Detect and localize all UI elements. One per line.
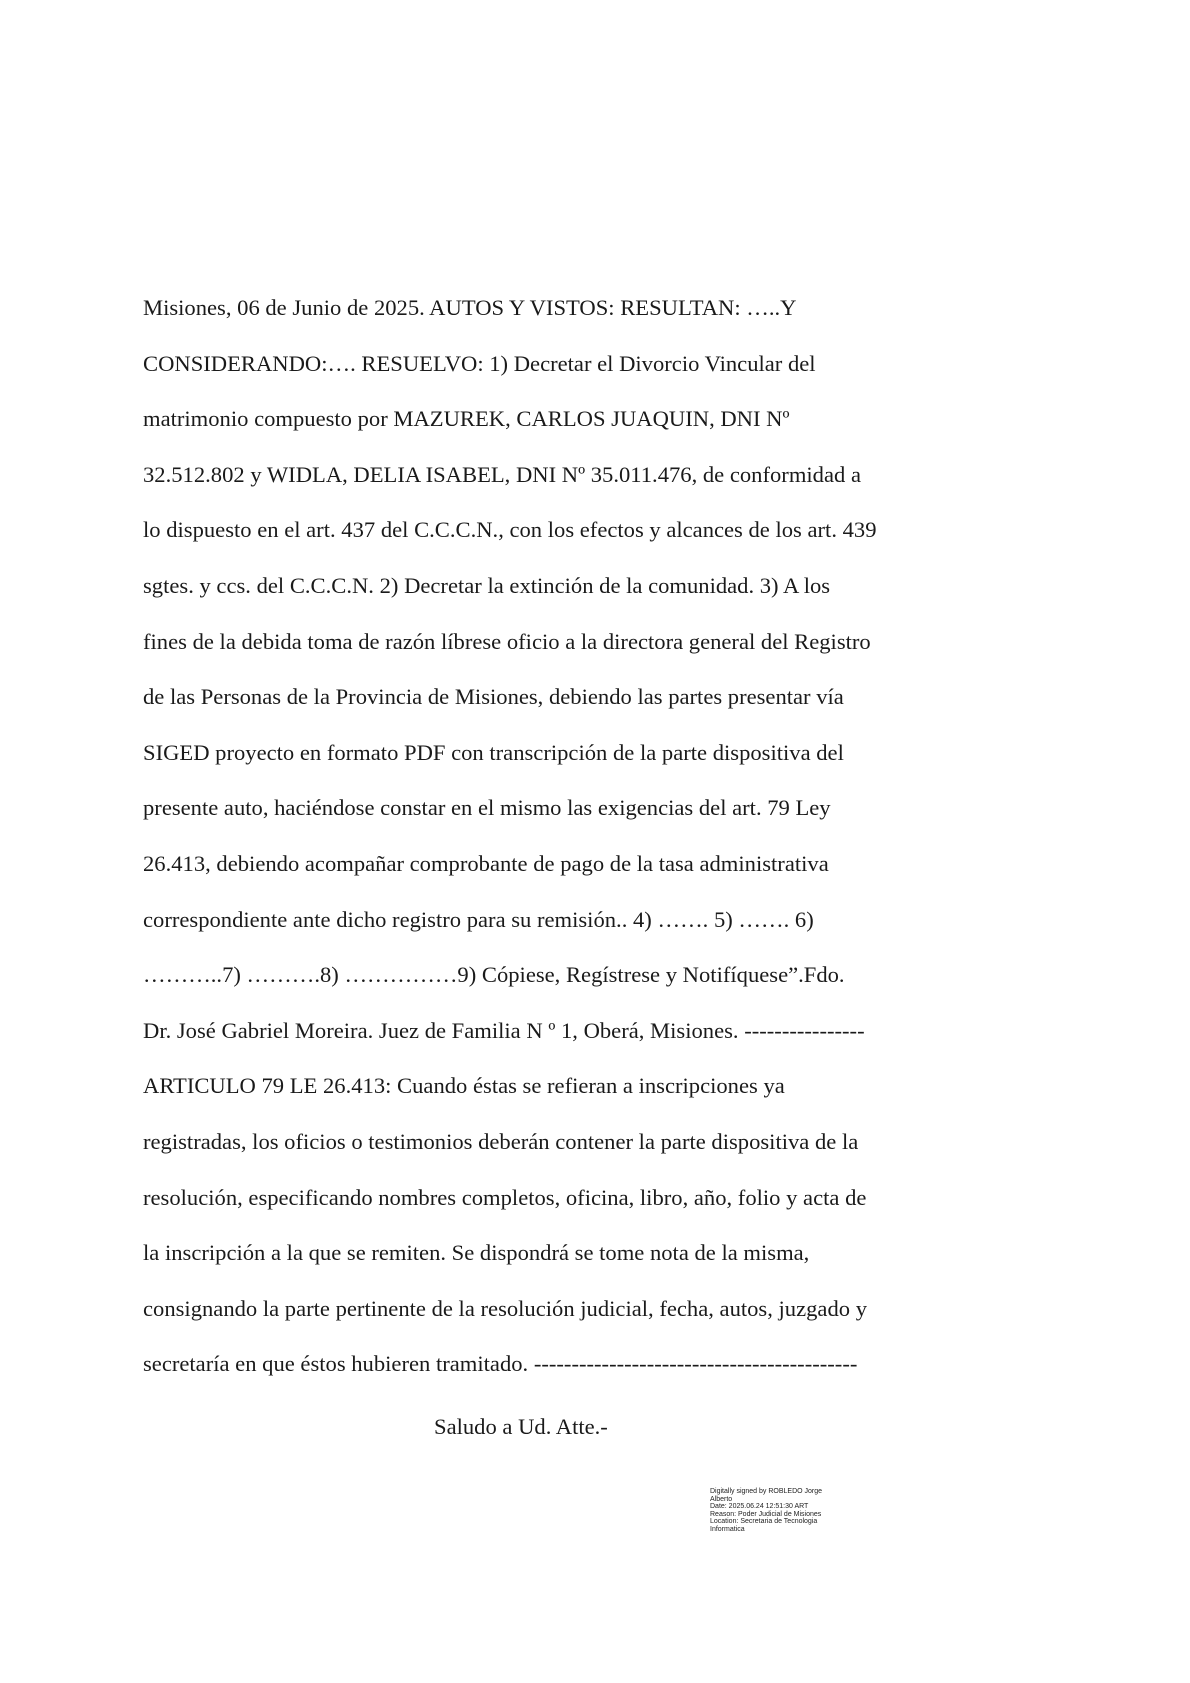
text-line: resolución, especificando nombres completos, oficina, libro, año, folio y acta de: [143, 1184, 867, 1210]
text-line: ARTICULO 79 LE 26.413: Cuando éstas se refieran a inscripciones ya: [143, 1073, 785, 1099]
signature-location: Location: Secretaria de Tecnologia: [710, 1518, 818, 1526]
text-line: presente auto, haciéndose constar en el mismo las exigencias del art. 79 Ley: [143, 795, 831, 821]
text-line: registradas, los oficios o testimonios deberán contener la parte dispositiva de la: [143, 1128, 859, 1154]
signature-date: Date: 2025.06.24 12:51:30 ART: [710, 1503, 809, 1511]
signature-reason: Reason: Poder Judicial de Misiones: [710, 1510, 822, 1518]
text-line: SIGED proyecto en formato PDF con transcripción de la parte dispositiva del: [143, 739, 844, 765]
text-line: lo dispuesto en el art. 437 del C.C.C.N., con los efectos y alcances de los art. 439: [143, 517, 877, 543]
text-line: correspondiente ante dicho registro para su remisión.. 4) ……. 5) ……. 6): [143, 906, 814, 932]
text-line: de las Personas de la Provincia de Misiones, debiendo las partes presentar vía: [143, 684, 844, 710]
text-line: consignando la parte pertinente de la resolución judicial, fecha, autos, juzgado y: [143, 1295, 867, 1321]
text-line: Dr. José Gabriel Moreira. Juez de Familia N º 1, Oberá, Misiones. ----------------: [143, 1017, 865, 1043]
signature-signer-cont: Alberto: [710, 1495, 733, 1503]
text-line: Misiones, 06 de Junio de 2025. AUTOS Y VISTOS: RESULTAN: …..Y: [143, 295, 797, 320]
closing-salutation: Saludo a Ud. Atte.-: [434, 1414, 608, 1439]
text-line: secretaría en que éstos hubieren tramitado. -------------------------------------------: [143, 1351, 858, 1377]
text-line: sgtes. y ccs. del C.C.C.N. 2) Decretar la extinción de la comunidad. 3) A los: [143, 572, 831, 598]
text-line: 32.512.802 y WIDLA, DELIA ISABEL, DNI Nº 35.011.476, de conformidad a: [143, 461, 861, 487]
text-line: CONSIDERANDO:…. RESUELVO: 1) Decretar el Divorcio Vincular del: [143, 350, 816, 376]
digital-signature-stamp: [710, 1488, 850, 1534]
text-line: 26.413, debiendo acompañar comprobante de pago de la tasa administrativa: [143, 850, 829, 876]
text-line: la inscripción a la que se remiten. Se dispondrá se tome nota de la misma,: [143, 1240, 810, 1266]
text-line: ………..7) ……….8) ……………9) Cópiese, Regístrese y Notifíquese”.Fdo.: [143, 962, 845, 988]
resolution-text: [143, 280, 913, 1392]
text-line: fines de la debida toma de razón líbrese oficio a la directora general del Registro: [143, 628, 871, 654]
signature-location-cont: Informatica: [710, 1525, 745, 1533]
text-line: matrimonio compuesto por MAZUREK, CARLOS JUAQUIN, DNI Nº: [143, 406, 790, 432]
signature-signer: Digitally signed by ROBLEDO Jorge: [710, 1488, 823, 1495]
